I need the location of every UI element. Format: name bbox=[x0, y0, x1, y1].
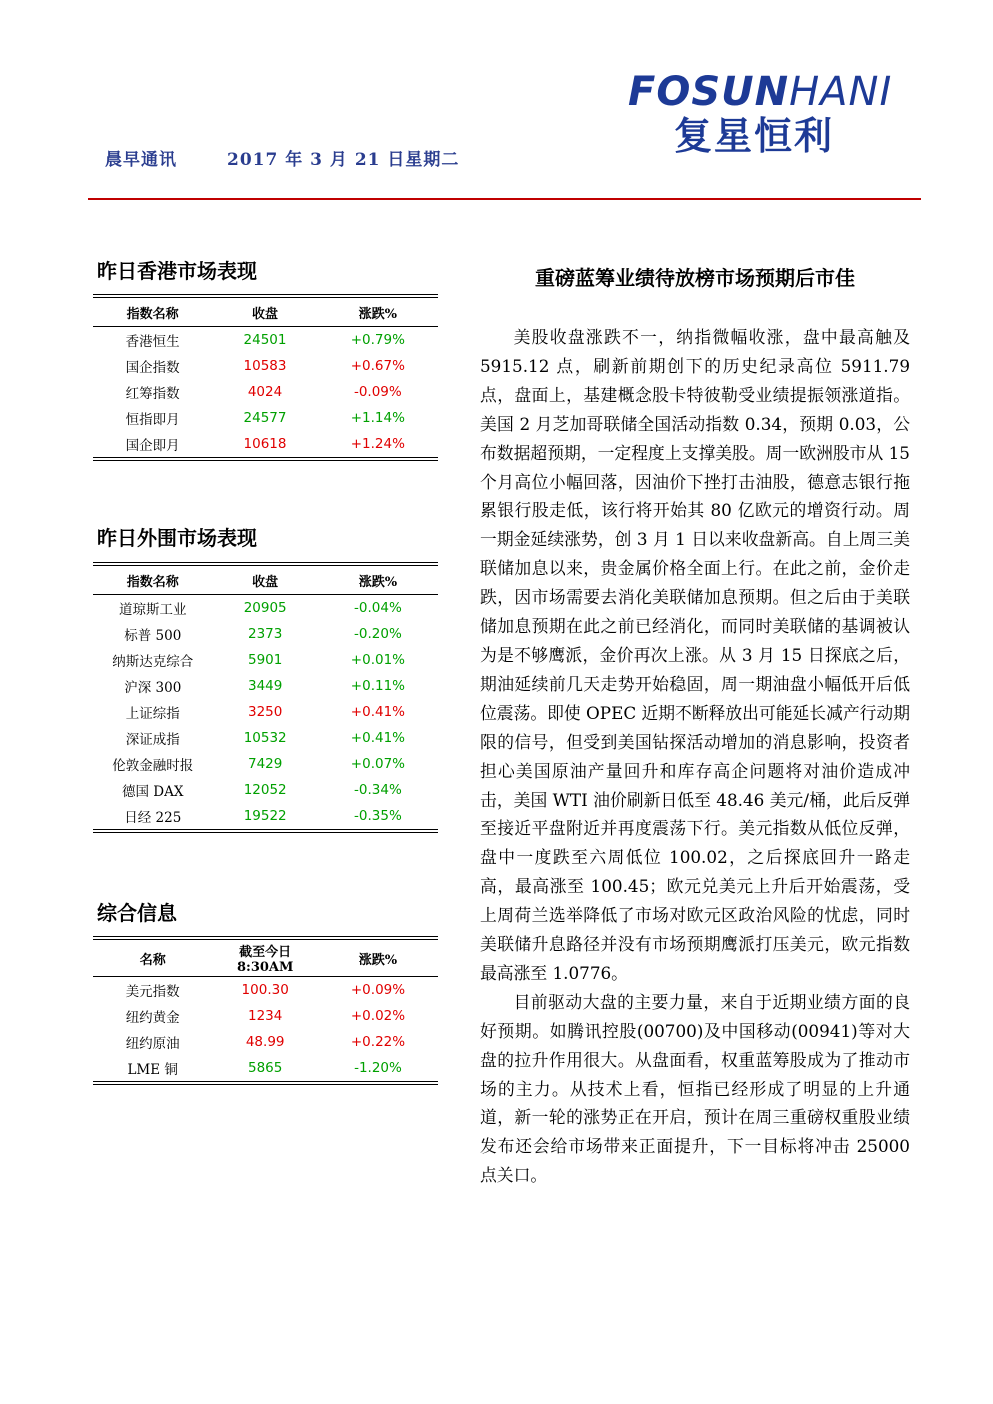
close-value: 24501 bbox=[243, 332, 287, 348]
index-name: 道琼斯工业 bbox=[119, 602, 187, 618]
col-header-change: 涨跌% bbox=[318, 564, 438, 595]
col-header-name: 名称 bbox=[93, 938, 212, 977]
hk-market-title: 昨日香港市场表现 bbox=[97, 259, 257, 283]
change-value: +0.11% bbox=[350, 678, 405, 694]
close-value: 2373 bbox=[247, 626, 283, 642]
table-row bbox=[93, 751, 438, 777]
change-value: +0.07% bbox=[350, 756, 405, 772]
change-value: -1.20% bbox=[318, 1055, 438, 1083]
change-value: +0.02% bbox=[350, 1008, 406, 1024]
ext-market-table bbox=[93, 562, 438, 833]
close-value: 48.99 bbox=[245, 1034, 285, 1050]
close-value: 4024 bbox=[247, 384, 283, 400]
table-row bbox=[93, 405, 438, 431]
index-name: 伦敦金融时报 bbox=[112, 758, 194, 774]
change-value: +0.09% bbox=[350, 982, 406, 998]
change-value: +1.24% bbox=[318, 431, 438, 459]
change-value: +0.67% bbox=[350, 358, 405, 374]
index-name: 纳斯达克综合 bbox=[112, 654, 194, 670]
col-header-name: 指数名称 bbox=[93, 564, 213, 595]
col-header-close: 截至今日 8:30AM bbox=[212, 938, 318, 977]
table-row bbox=[93, 1003, 438, 1029]
general-info-table bbox=[93, 936, 438, 1085]
table-row bbox=[93, 725, 438, 751]
general-info-title: 综合信息 bbox=[97, 901, 177, 925]
col-header-close: 收盘 bbox=[213, 564, 318, 595]
article-paragraph: 美股收盘涨跌不一，纳指微幅收涨，盘中最高触及 5915.12 点，刷新前期创下的历史纪录高位 5911.79 点，盘面上，基建概念股卡特彼勒受业绩提振领涨道指。美国 2 月芝加哥联储全国活动指数 0.34，预期 0.03，公布数据超预期，一定程度上支撑美股。周一欧洲股市从 15 个月高位小幅回落，因油价下挫打击油股，德意志银行拖累银行股走低，该行将开始其 80 亿欧元的增资行动。周一期金延续涨势，创 3 月 1 日以来收盘新高。自上周三美联储加息以来，贵金属价格全面上行。在此之前，金价走跌，因市场需要去消化美联储加息预期。但之后由于美联储加息预期在此之前已经消化，而同时美联储的基调被认为是不够鹰派，金价再次上涨。从 3 月 15 日探底之后，期油延续前几天走势开始稳固，周一期油盘小幅低开后低位震荡。即使 OPEC 近期不断释放出可能延长减产行动期限的信号，但受到美国钻探活动增加的消息影响，投资者担心美国原油产量回升和库存高企问题将对油价造成冲击，美国 WTI 油价刷新日低至 48.46 美元/桶，此后反弹至接近平盘附近并再度震荡下行。美元指数从低位反弹，盘中一度跌至六周低位 100.02，之后探底回升一路走高，最高涨至 100.45；欧元兑美元上升后开始震荡，受上周荷兰选举降低了市场对欧元区政治风险的忧虑，同时美联储升息路径并没有市场预期鹰派打压美元，欧元指数最高涨至 1.0776。 bbox=[480, 327, 910, 983]
table-row bbox=[93, 977, 438, 1004]
change-value: -0.04% bbox=[354, 600, 402, 616]
table-row bbox=[93, 327, 438, 354]
table-row bbox=[93, 777, 438, 803]
index-name: 上证综指 bbox=[125, 706, 180, 722]
close-value: 100.30 bbox=[241, 982, 289, 998]
close-value: 20905 bbox=[243, 600, 287, 616]
col-header-change: 涨跌% bbox=[318, 296, 438, 327]
close-value: 10583 bbox=[243, 358, 287, 374]
close-value: 5865 bbox=[212, 1055, 318, 1083]
logo-chinese: 复星恒利 bbox=[674, 114, 835, 158]
index-name: 纽约黄金 bbox=[125, 1010, 180, 1026]
table-row bbox=[93, 595, 438, 622]
index-name: 纽约原油 bbox=[125, 1036, 180, 1052]
close-value: 10618 bbox=[212, 431, 317, 459]
col-header-name: 指数名称 bbox=[93, 296, 212, 327]
index-name: 标普 500 bbox=[124, 628, 182, 644]
close-value: 10532 bbox=[243, 730, 287, 746]
close-value: 3250 bbox=[247, 704, 283, 720]
index-name: 日经 225 bbox=[93, 803, 213, 831]
col-header-close: 收盘 bbox=[212, 296, 317, 327]
newsletter-title: 晨早通讯 bbox=[105, 150, 177, 170]
change-value: -0.34% bbox=[354, 782, 402, 798]
table-row bbox=[93, 431, 438, 459]
change-value: +0.79% bbox=[350, 332, 405, 348]
fosun-hani-logo bbox=[628, 70, 928, 170]
index-name: LME 铜 bbox=[93, 1055, 212, 1083]
table-row bbox=[93, 1055, 438, 1083]
table-row bbox=[93, 379, 438, 405]
close-value: 3449 bbox=[247, 678, 283, 694]
index-name: 恒指即月 bbox=[125, 412, 180, 428]
table-row bbox=[93, 621, 438, 647]
table-row bbox=[93, 353, 438, 379]
table-row bbox=[93, 803, 438, 831]
index-name: 红筹指数 bbox=[125, 386, 180, 402]
article-title: 重磅蓝筹业绩待放榜市场预期后市佳 bbox=[535, 266, 855, 290]
hk-market-table bbox=[93, 294, 438, 461]
change-value: -0.35% bbox=[318, 803, 438, 831]
index-name: 德国 DAX bbox=[122, 784, 184, 800]
close-value: 5901 bbox=[247, 652, 283, 668]
ext-market-title: 昨日外围市场表现 bbox=[97, 526, 257, 550]
close-value: 1234 bbox=[248, 1008, 283, 1024]
change-value: -0.20% bbox=[354, 626, 402, 642]
change-value: +0.41% bbox=[350, 704, 405, 720]
header-line bbox=[105, 145, 459, 170]
newsletter-date: 2017 年 3 月 21 日星期二 bbox=[227, 150, 460, 170]
index-name: 香港恒生 bbox=[125, 334, 180, 350]
close-value: 12052 bbox=[243, 782, 287, 798]
table-row bbox=[93, 1029, 438, 1055]
change-value: +1.14% bbox=[350, 410, 405, 426]
change-value: +0.01% bbox=[350, 652, 405, 668]
logo-english: FOSUNHANI bbox=[628, 69, 893, 115]
table-row bbox=[93, 699, 438, 725]
col-header-change: 涨跌% bbox=[318, 938, 438, 977]
change-value: +0.22% bbox=[350, 1034, 406, 1050]
index-name: 深证成指 bbox=[125, 732, 180, 748]
close-value: 24577 bbox=[243, 410, 287, 426]
table-row bbox=[93, 647, 438, 673]
index-name: 美元指数 bbox=[125, 984, 180, 1000]
index-name: 国企指数 bbox=[125, 360, 180, 376]
change-value: -0.09% bbox=[353, 384, 402, 400]
change-value: +0.41% bbox=[350, 730, 405, 746]
index-name: 国企即月 bbox=[93, 431, 212, 459]
header-divider bbox=[88, 198, 921, 200]
close-value: 7429 bbox=[247, 756, 283, 772]
table-row bbox=[93, 673, 438, 699]
article-paragraph: 目前驱动大盘的主要力量，来自于近期业绩方面的良好预期。如腾讯控股(00700)及中国移动(00941)等对大盘的拉升作用很大。从盘面看，权重蓝筹股成为了推动市场的主力。从技术上看，恒指已经形成了明显的上升通道，新一轮的涨势正在开启，预计在周三重磅权重股业绩发布还会给市场带来正面提升，下一目标将冲击 25000 点关口。 bbox=[480, 991, 910, 1186]
article-body bbox=[480, 323, 910, 1190]
close-value: 19522 bbox=[213, 803, 318, 831]
index-name: 沪深 300 bbox=[124, 680, 182, 696]
